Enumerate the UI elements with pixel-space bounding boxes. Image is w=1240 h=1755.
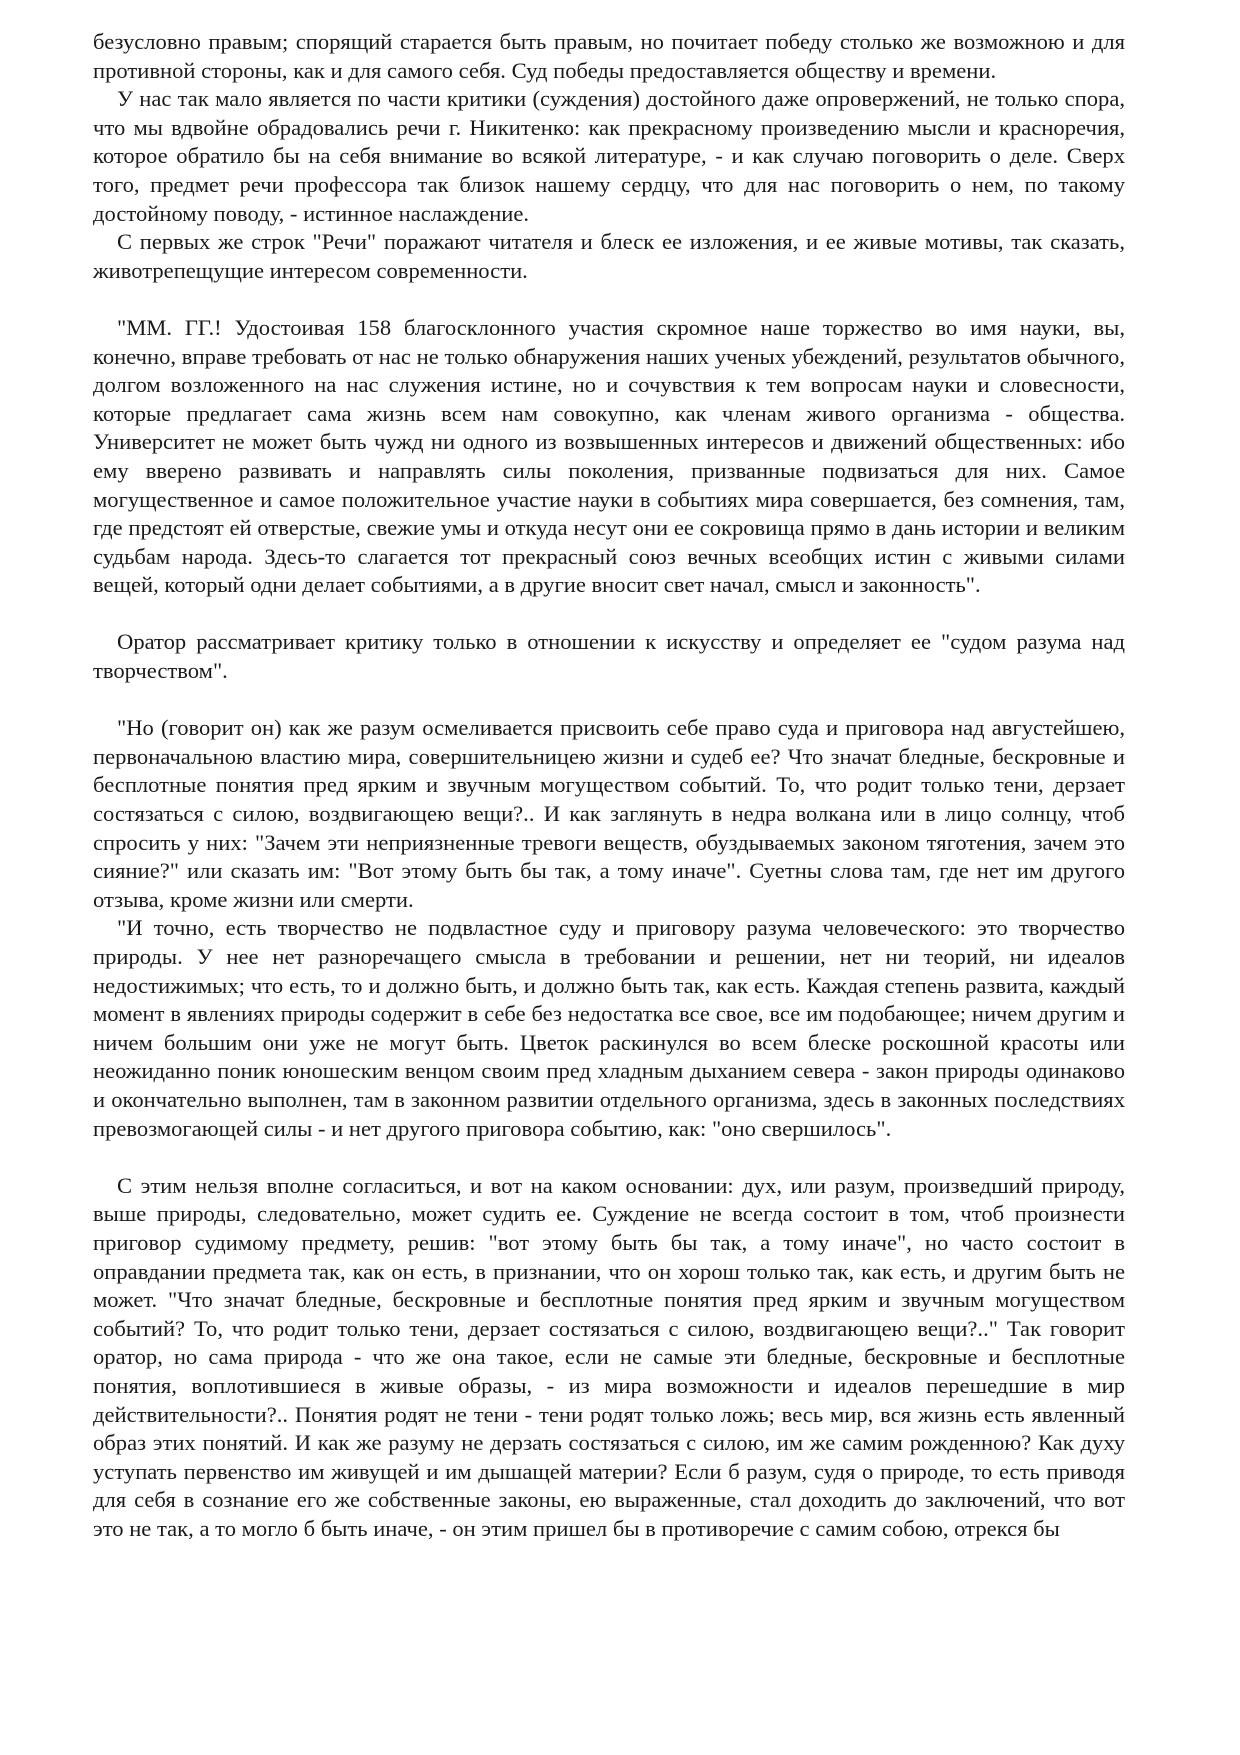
- paragraph-7-quote: "И точно, есть творчество не подвластное суду и приговору разума человеческого: это творчество природы. У нее нет разноречащего смысла в требовании и решении, нет ни теорий, ни идеалов недостижимых; что есть, то и должно быть, и должно быть так, как есть. Каждая степень развита, каждый момент в явлениях природы содержит в себе без недостатка все свое, все им подобающее; ничем другим и ничем большим они уже не могут быть. Цветок раскинулся во всем блеске роскошной красоты или неожиданно поник юношеским венцом своим пред хладным дыханием севера - закон природы одинаково и окончательно выполнен, там в законном развитии отдельного организма, здесь в законных последствиях превозмогающей силы - и нет другого приговора событию, как: "оно свершилось".: [93, 915, 1125, 1141]
- paragraph-gap: [93, 285, 1125, 314]
- paragraph-5: Оратор рассматривает критику только в отношении к искусству и определяет ее "судом разума над творчеством".: [93, 629, 1125, 684]
- paragraph-gap: [93, 686, 1125, 715]
- document-page: [93, 28, 1125, 1543]
- paragraph-8: С этим нельзя вполне согласиться, и вот на каком основании: дух, или разум, произведший природу, выше природы, следовательно, может судить ее. Суждение не всегда состоит в том, чтоб произнести приговор судимому предмету, решив: "вот этому быть бы так, а тому иначе", но часто состоит в оправдании предмета так, как он есть, в признании, что он хорош только так, как есть, и другим быть не может. "Что значат бледные, бескровные и бесплотные понятия пред ярким и звучным могуществом событий? То, что родит только тени, дерзает состязаться с силою, воздвигающею вещи?.." Так говорит оратор, но сама природа - что же она такое, если не самые эти бледные, бескровные и бесплотные понятия, воплотившиеся в живые образы, - из мира возможности и идеалов перешедшие в мир действительности?.. Понятия родят не тени - тени родят только ложь; весь мир, вся жизнь есть явленный образ этих понятий. И как же разуму не дерзать состязаться с силою, им же самим рожденною? Как духу уступать первенство им живущей и им дышащей материи? Если б разум, судя о природе, то есть приводя для себя в сознание его же собственные законы, ею выраженные, стал доходить до заключений, что вот это не так, а то могло б быть иначе, - он этим пришел бы в противоречие с самим собою, отрекся бы: [93, 1172, 1125, 1541]
- paragraph-6-quote: "Но (говорит он) как же разум осмеливается присвоить себе право суда и приговора над августейшею, первоначальною властию мира, совершительницею жизни и судеб ее? Что значат бледные, бескровные и бесплотные понятия пред ярким и звучным могуществом событий. То, что родит только тени, дерзает состязаться с силою, воздвигающею вещи?.. И как заглянуть в недра волкана или в лицо солнцу, чтоб спросить у них: "Зачем эти неприязненные тревоги веществ, обуздываемых законом тяготения, зачем это сияние?" или сказать им: "Вот этому быть бы так, а тому иначе". Суетны слова там, где нет им другого отзыва, кроме жизни или смерти.: [93, 715, 1125, 912]
- paragraph-4-quote: "ММ. ГГ.! Удостоивая 158 благосклонного участия скромное наше торжество во имя науки, вы, конечно, вправе требовать от нас не только обнаружения наших ученых убеждений, результатов обычного, долгом возложенного на нас служения истине, но и сочувствия к тем вопросам науки и словесности, которые предлагает сама жизнь всем нам совокупно, как членам живого организма - общества. Университет не может быть чужд ни одного из возвышенных интересов и движений общественных: ибо ему вверено развивать и направлять силы поколения, призванные подвизаться для них. Самое могущественное и самое положительное участие науки в событиях мира совершается, без сомнения, там, где предстоят ей отверстые, свежие умы и откуда несут они ее сокровища прямо в дань истории и великим судьбам народа. Здесь-то слагается тот прекрасный союз вечных всеобщих истин с живыми силами вещей, который одни делает событиями, а в другие вносит свет начал, смысл и законность".: [93, 314, 1125, 598]
- paragraph-1: безусловно правым; спорящий старается быть правым, но почитает победу столько же возможною и для противной стороны, как и для самого себя. Суд победы предоставляется обществу и времени.: [93, 29, 1125, 83]
- paragraph-gap: [93, 600, 1125, 629]
- paragraph-gap: [93, 1143, 1125, 1172]
- paragraph-3: С первых же строк "Речи" поражают читателя и блеск ее изложения, и ее живые мотивы, так сказать, животрепещущие интересом современности.: [93, 229, 1125, 283]
- paragraph-2: У нас так мало является по части критики (суждения) достойного даже опровержений, не только спора, что мы вдвойне обрадовались речи г. Никитенко: как прекрасному произведению мысли и красноречия, которое обратило бы на себя внимание во всякой литературе, - и как случаю поговорить о деле. Сверх того, предмет речи профессора так близок нашему сердцу, что для нас поговорить о нем, по такому достойному поводу, - истинное наслаждение.: [93, 86, 1125, 226]
